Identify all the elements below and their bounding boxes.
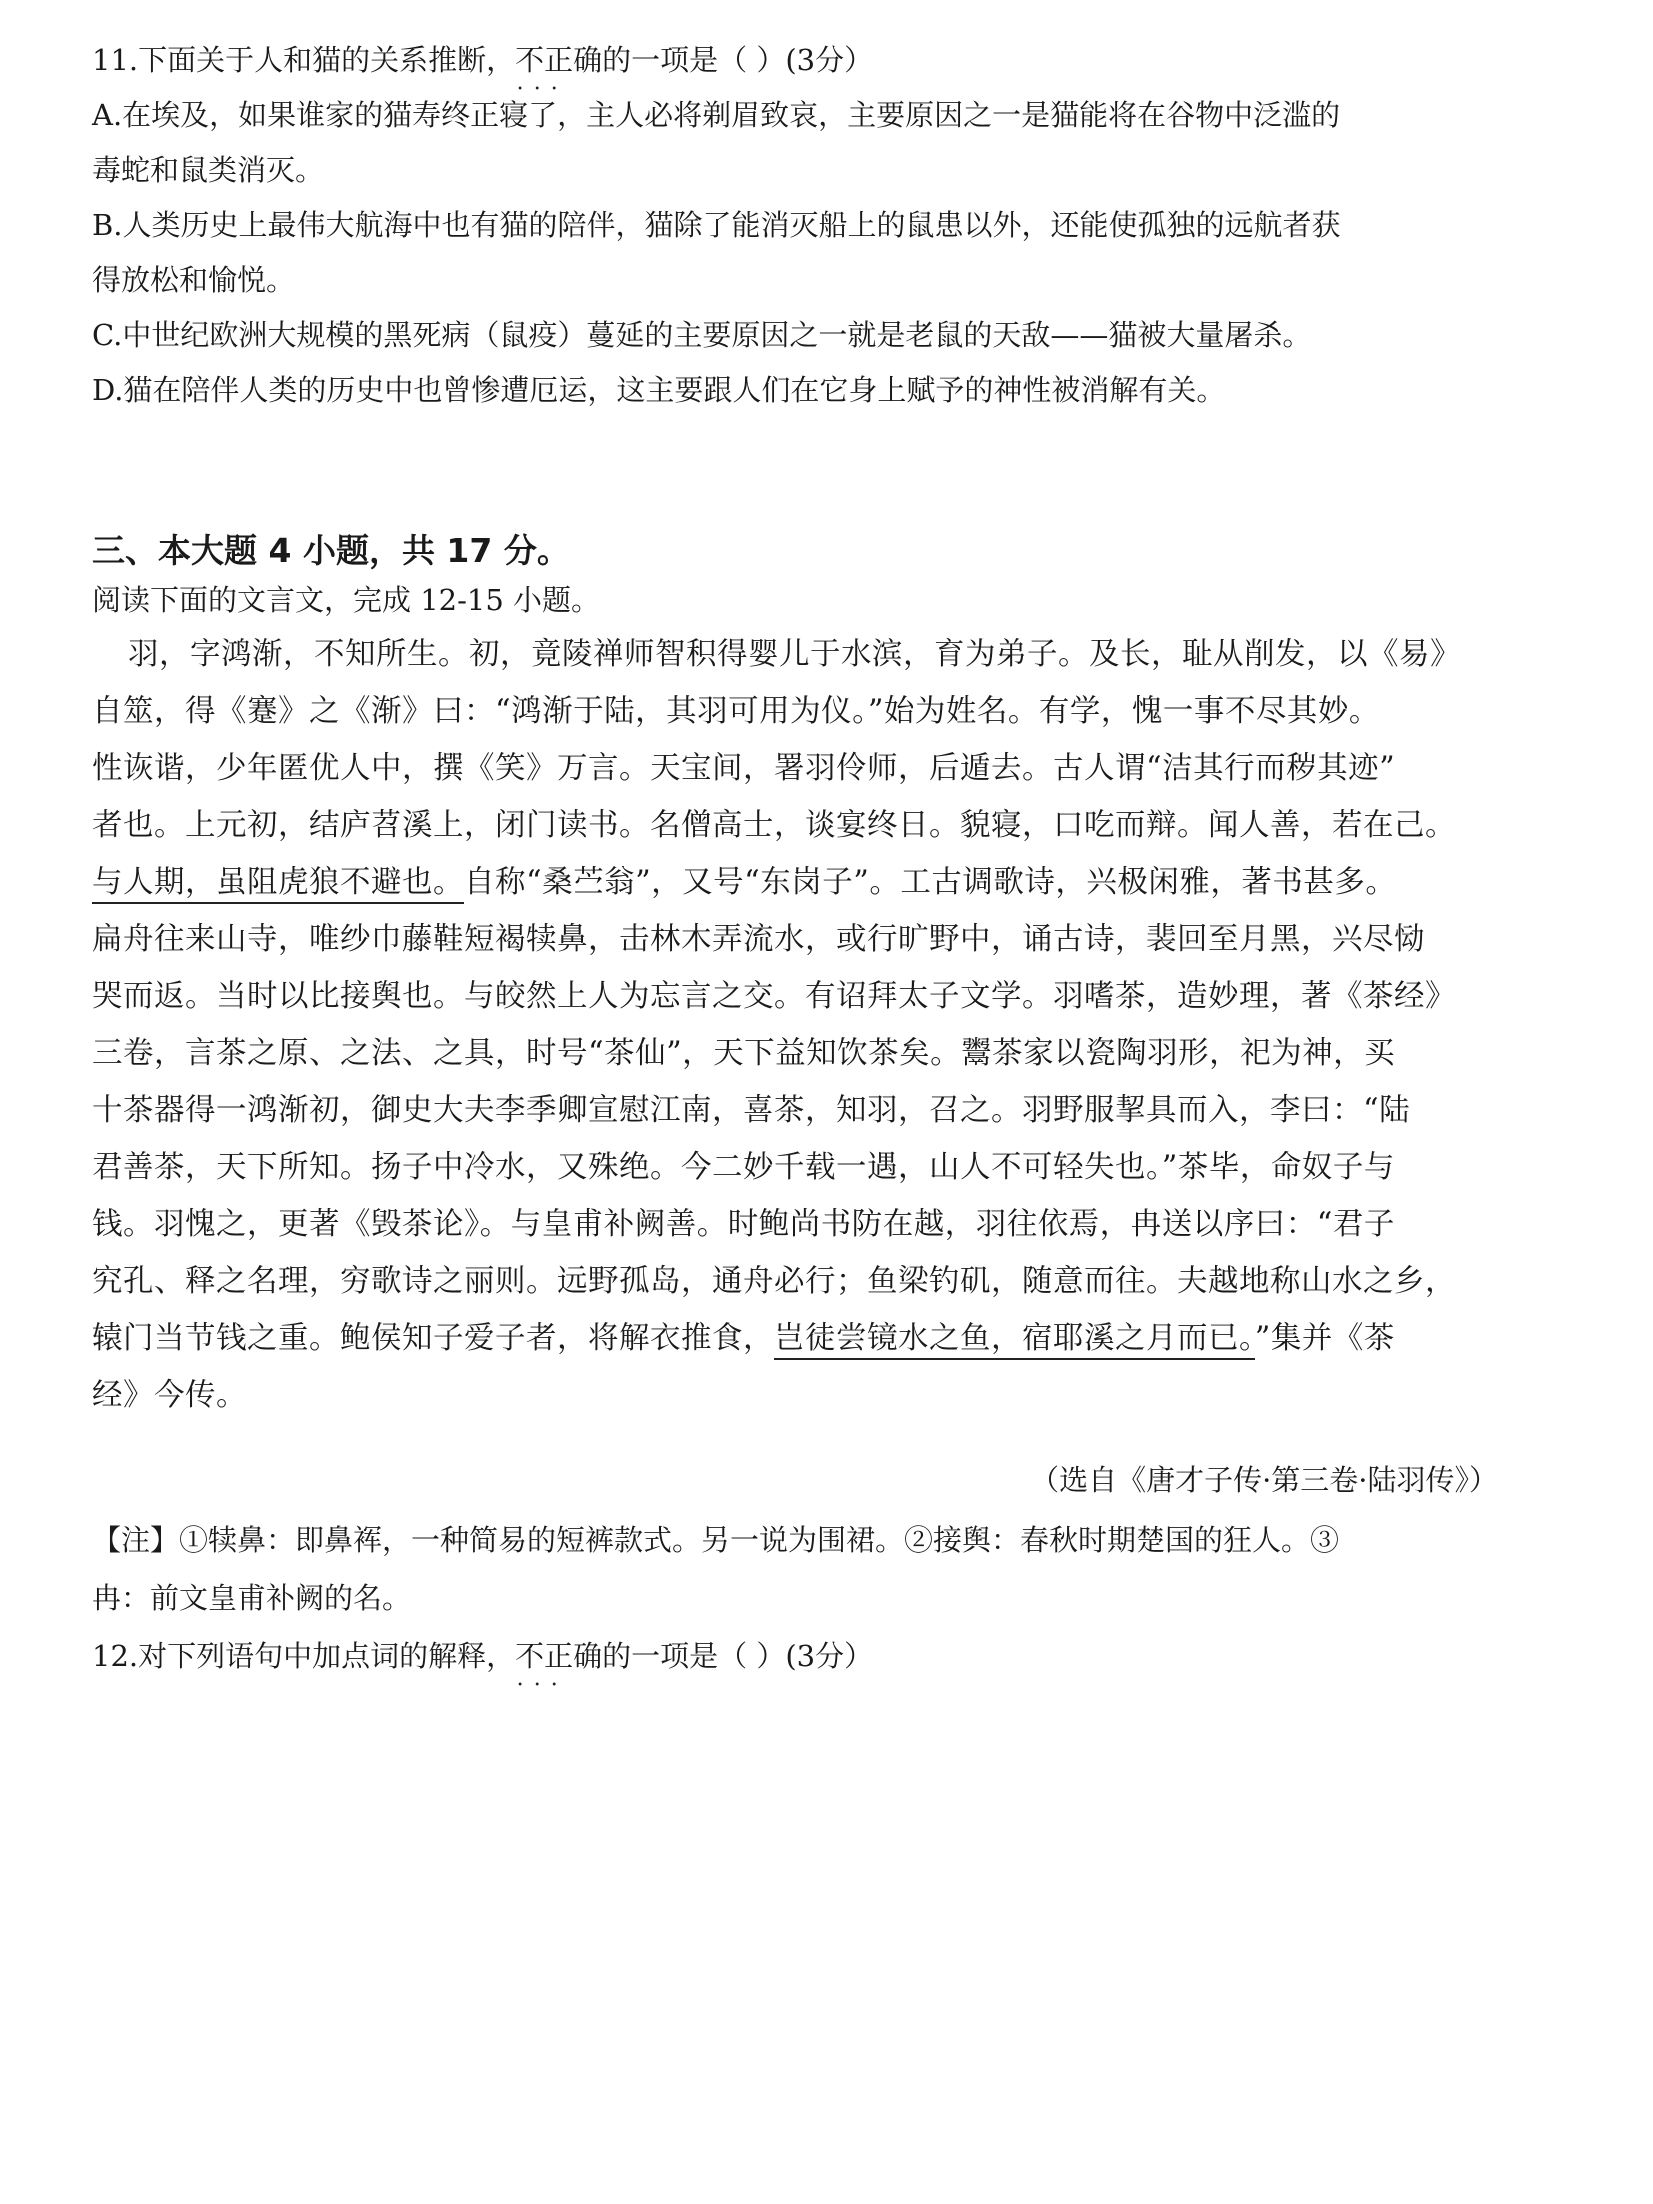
q12-stem [92, 1636, 1572, 1676]
q12-stem-text: 12.对下列语句中加点词的解释， [92, 1639, 516, 1673]
underlined-sentence: 与人期，虽阻虎狼不避也。 [92, 865, 464, 904]
passage-line: 性诙谐，少年匿优人中，撰《笑》万言。天宝间，署羽伶师，后遁去。古人谓“洁其行而秽其迹” [92, 751, 1396, 786]
q11-stem-text: 11.下面关于人和猫的关系推断， [92, 43, 516, 77]
passage-text: 自称“桑苎翁”，又号“东岗子”。工古调歌诗，兴极闲雅，著书甚多。 [464, 865, 1397, 900]
passage-line: 三卷，言茶之原、之法、之具，时号“茶仙”，天下益知饮茶矣。鬻茶家以瓷陶羽形，祀为神，买 [92, 1036, 1396, 1071]
note-line: 【注】①犊鼻：即鼻裈，一种简易的短裤款式。另一说为围裙。②接舆：春秋时期楚国的狂人。③ [92, 1523, 1340, 1557]
q11-option-b-cont: 得放松和愉悦。 [92, 263, 296, 297]
q11-emphasis: 不正确 • • • [515, 40, 602, 80]
passage-line: 哭而返。当时以比接舆也。与皎然上人为忘言之交。有诏拜太子文学。羽嗜茶，造妙理，著《茶经》 [92, 979, 1456, 1014]
passage-line: 钱。羽愧之，更著《毁茶论》。与皇甫补阙善。时鲍尚书防在越，羽往依焉，冉送以序曰：“君子 [92, 1207, 1395, 1242]
section-heading: 三、本大题 4 小题，共 17 分。 [92, 531, 570, 570]
q11-stem [92, 40, 1572, 80]
passage-line: 究孔、释之名理，穷歌诗之丽则。远野孤岛，通舟必行；鱼梁钓矶，随意而往。夫越地称山水之乡， [92, 1264, 1456, 1299]
passage-source: （选自《唐才子传·第三卷·陆羽传》） [1030, 1463, 1498, 1497]
section-instruction: 阅读下面的文言文，完成 12-15 小题。 [92, 583, 601, 617]
q11-option-d: D.猫在陪伴人类的历史中也曾惨遭厄运，这主要跟人们在它身上赋予的神性被消解有关。 [92, 373, 1226, 407]
passage-text: 辕门当节钱之重。鲍侯知子爱子者，将解衣推食， [92, 1321, 774, 1356]
note-line: 冉：前文皇甫补阙的名。 [92, 1581, 412, 1615]
passage-line: 自筮，得《蹇》之《渐》曰：“鸿渐于陆，其羽可用为仪。”始为姓名。有学，愧一事不尽其妙。 [92, 694, 1380, 729]
passage-line [92, 1319, 1572, 1359]
underlined-sentence: 岂徒尝镜水之鱼，宿耶溪之月而已。 [774, 1321, 1255, 1360]
q11-option-b: B.人类历史上最伟大航海中也有猫的陪伴，猫除了能消灭船上的鼠患以外，还能使孤独的远航者获 [92, 208, 1341, 242]
q11-option-c: C.中世纪欧洲大规模的黑死病（鼠疫）蔓延的主要原因之一就是老鼠的天敌——猫被大量屠杀。 [92, 318, 1312, 352]
passage-line [92, 863, 1572, 903]
q11-option-a-cont: 毒蛇和鼠类消灭。 [92, 153, 325, 187]
q12-stem-end: 的一项是（ ）(3分） [602, 1639, 874, 1673]
passage-line: 君善茶，天下所知。扬子中冷水，又殊绝。今二妙千载一遇，山人不可轻失也。”茶毕，命奴子与 [92, 1150, 1395, 1185]
passage-line: 羽，字鸿渐，不知所生。初，竟陵禅师智积得婴儿于水滨，育为弟子。及长，耻从削发，以《易》 [128, 637, 1461, 672]
passage-line: 十茶器得一鸿渐初，御史大夫李季卿宣慰江南，喜茶，知羽，召之。羽野服挈具而入，李曰：“陆 [92, 1093, 1411, 1128]
q12-emphasis: 不正确 • • • [515, 1636, 602, 1676]
passage-text: ”集并《茶 [1254, 1321, 1395, 1356]
passage-line: 扁舟往来山寺，唯纱巾藤鞋短褐犊鼻，击林木弄流水，或行旷野中，诵古诗，裴回至月黑，兴尽恸 [92, 922, 1425, 957]
q11-option-a: A.在埃及，如果谁家的猫寿终正寝了，主人必将剃眉致哀，主要原因之一是猫能将在谷物中泛滥的 [92, 98, 1341, 132]
q11-stem-end: 的一项是（ ）(3分） [602, 43, 874, 77]
passage-line: 者也。上元初，结庐苕溪上，闭门读书。名僧高士，谈宴终日。貌寝，口吃而辩。闻人善，若在己。 [92, 808, 1456, 843]
passage-line: 经》今传。 [92, 1378, 247, 1413]
